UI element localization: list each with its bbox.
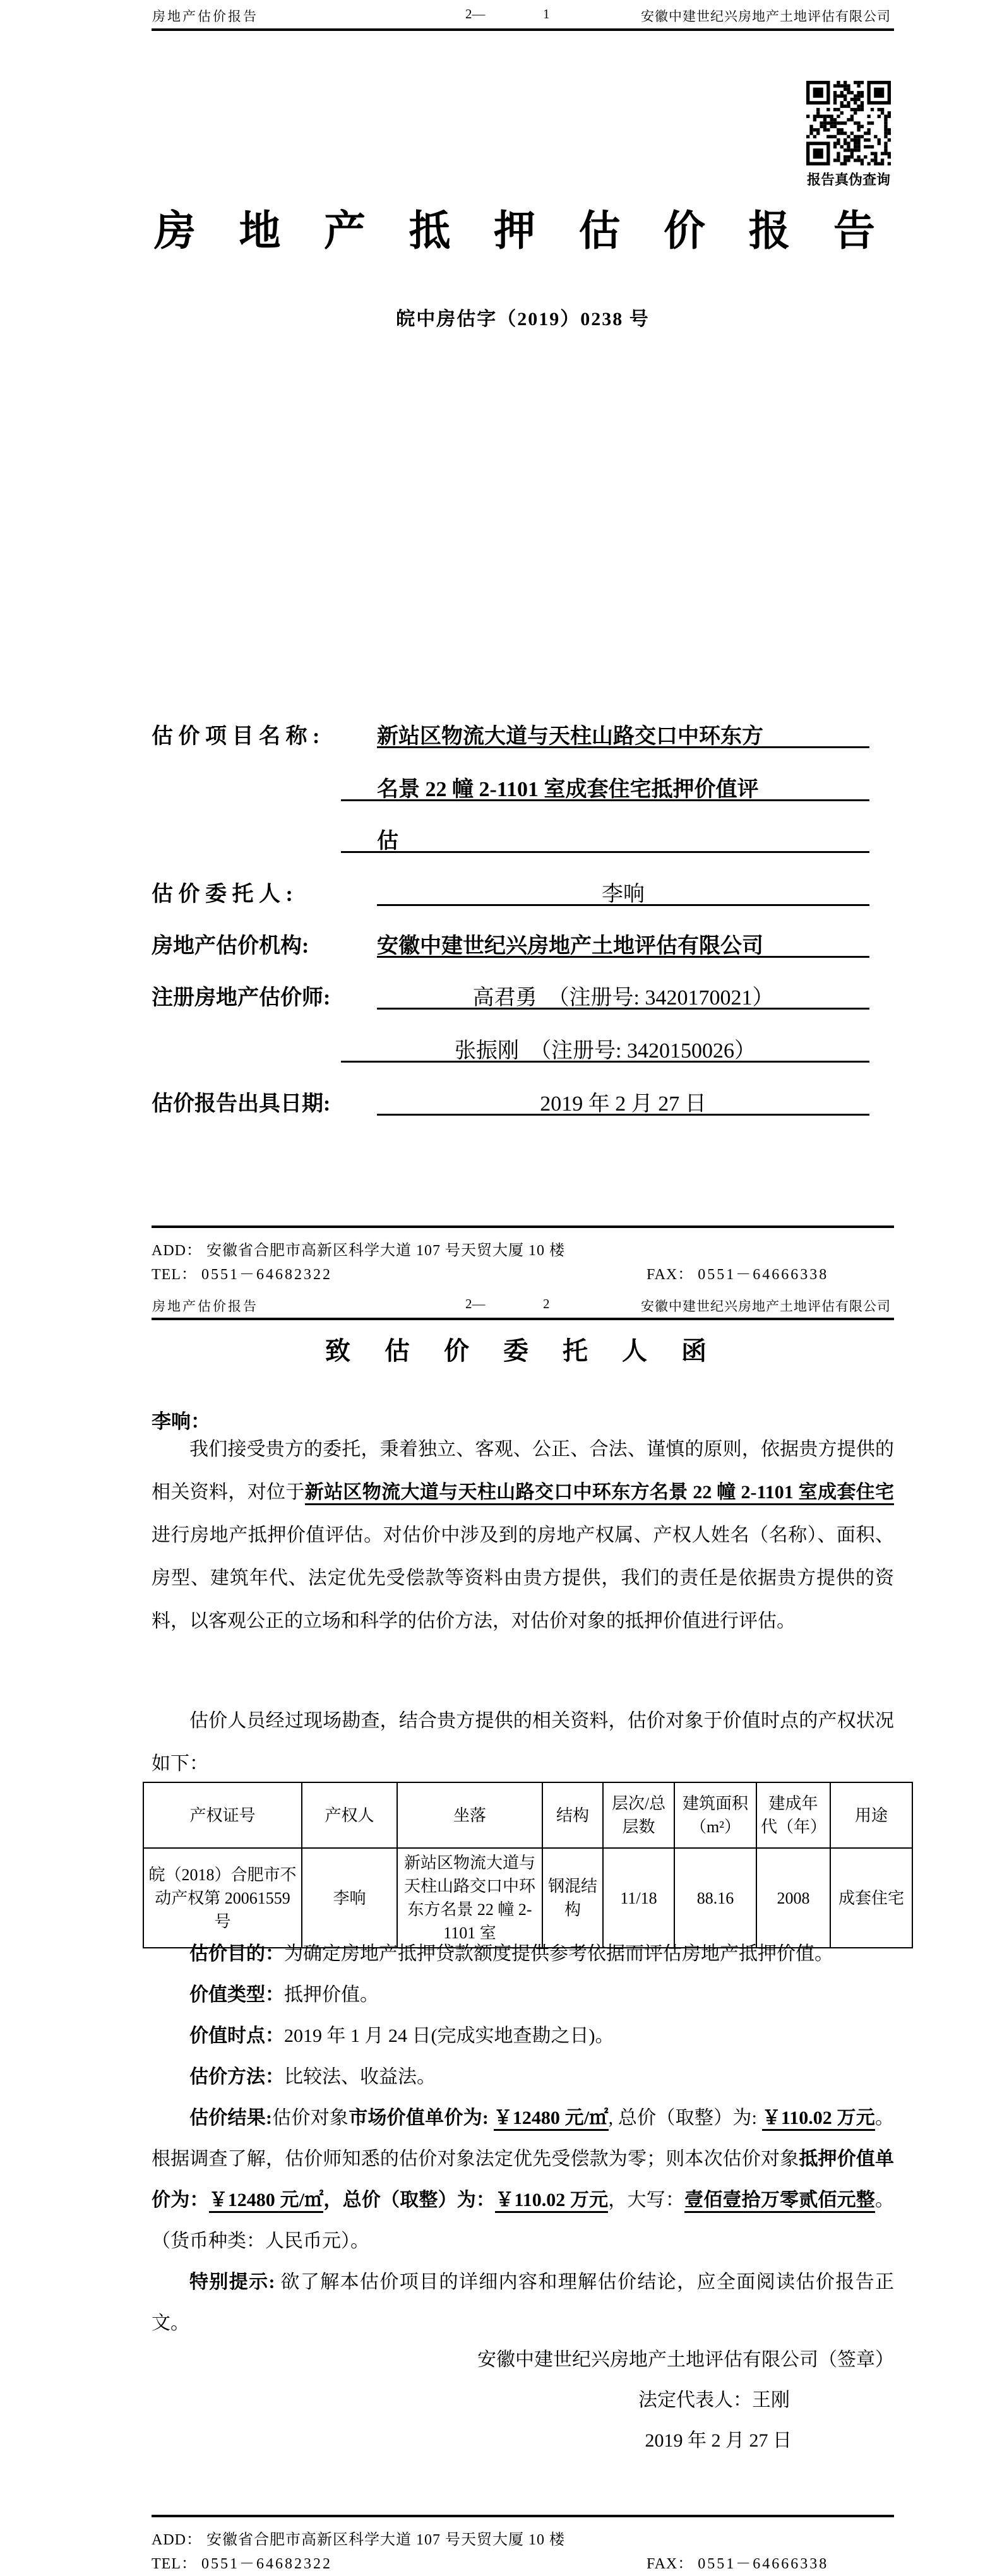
- col-use: 用途: [830, 1782, 912, 1848]
- signature-representative: 法定代表人：王刚: [638, 2390, 790, 2411]
- field-value: 安徽中建世纪兴房地产土地评估有限公司: [377, 928, 869, 958]
- field-label: 估 价 委 托 人 :: [152, 883, 293, 906]
- header-page-number: 1: [543, 6, 550, 21]
- field-appraiser-2: [0, 1033, 1002, 1062]
- address-label: ADD：: [152, 1243, 202, 1259]
- field-value: 新站区物流大道与天柱山路交口中环东方: [377, 719, 869, 748]
- col-structure: 结构: [542, 1782, 603, 1848]
- field-label: 估价报告出具日期:: [152, 1092, 331, 1116]
- header-rule: [152, 1318, 894, 1320]
- letter-title: 致 估 价 委 托 人 函: [325, 1337, 720, 1365]
- footer-rule: [152, 2515, 894, 2517]
- field-appraiser-1: [0, 980, 1002, 1009]
- field-report-date: [0, 1086, 1002, 1115]
- fax-value: 0551－64666338: [698, 2556, 829, 2572]
- qr-code: [806, 81, 891, 165]
- address-value: 安徽省合肥市高新区科学大道 107 号天贸大厦 10 楼: [206, 2532, 565, 2548]
- signature-date: 2019 年 2 月 27 日: [645, 2430, 792, 2451]
- field-client: [0, 876, 1002, 905]
- tel-value: 0551－64682322: [201, 2556, 332, 2572]
- qr-caption: 报告真伪查询: [806, 172, 890, 188]
- address-value: 安徽省合肥市高新区科学大道 107 号天贸大厦 10 楼: [206, 1243, 565, 1259]
- field-value: 2019 年 2 月 27 日: [377, 1086, 869, 1116]
- col-floor: 层次/总层数: [603, 1782, 674, 1848]
- footer-telephone: [152, 1261, 332, 1284]
- col-area: 建筑面积（m²）: [674, 1782, 756, 1848]
- col-owner: 产权人: [302, 1782, 397, 1848]
- field-value: 估: [341, 823, 869, 853]
- field-label: 房地产估价机构:: [152, 934, 309, 958]
- value-date: 价值时点：2019 年 1 月 24 日(完成实地查勘之日)。: [189, 2025, 614, 2046]
- footer-address: [152, 1237, 565, 1260]
- tel-label: TEL：: [152, 2556, 197, 2572]
- tel-label: TEL：: [152, 1267, 197, 1283]
- field-value: 张振刚 （注册号: 3420150026）: [341, 1033, 869, 1063]
- header-page-prefix: 2—: [465, 6, 486, 21]
- field-project-name-cont: [0, 772, 1002, 801]
- col-certificate-no: 产权证号: [143, 1782, 302, 1848]
- cell-owner: 李响: [302, 1848, 397, 1948]
- footer-address: [152, 2527, 565, 2549]
- cell-location: 新站区物流大道与天柱山路交口中环东方名景 22 幢 2-1101 室: [397, 1848, 542, 1948]
- salutation: 李响：: [152, 1410, 210, 1433]
- field-agency: [0, 928, 1002, 957]
- field-label: 估 价 项 目 名 称 :: [152, 725, 320, 748]
- field-project-name: [0, 719, 1002, 748]
- footer-fax: [647, 1261, 828, 1284]
- tel-value: 0551－64682322: [201, 1267, 332, 1283]
- appraisal-method: 估价方法：比较法、收益法。: [189, 2066, 436, 2087]
- value-type: 价值类型：抵押价值。: [189, 1984, 379, 2005]
- col-location: 坐落: [397, 1782, 542, 1848]
- cell-area: 88.16: [674, 1848, 756, 1948]
- appraisal-purpose: 估价目的：为确定房地产抵押贷款额度提供参考依据而评估房地产抵押价值。: [189, 1943, 833, 1964]
- field-value: 名景 22 幢 2-1101 室成套住宅抵押价值评: [341, 772, 869, 801]
- letter-paragraph-2: 估价人员经过现场勘查，结合贵方提供的相关资料，估价对象于价值时点的产权状况如下：: [152, 1710, 894, 1774]
- header-company: 安徽中建世纪兴房地产土地评估有限公司: [641, 1299, 891, 1314]
- address-label: ADD：: [152, 2532, 202, 2548]
- appraisal-summary: [152, 1933, 894, 2344]
- footer-telephone: [152, 2551, 332, 2573]
- footer-fax: [647, 2551, 828, 2573]
- cell-structure: 钢混结构: [542, 1848, 603, 1948]
- property-table: [143, 1782, 913, 1948]
- fax-label: FAX：: [647, 1267, 694, 1283]
- appraisal-result: 估价结果:估价对象市场价值单价为: ￥12480 元/㎡, 总价（取整）为: ￥110.02 万元。根据调查了解，估价师知悉的估价对象法定优先受偿款为零；则本次估价对象抵押价值单价为：￥12480 元/㎡，总价（取整）为：￥110.02 万元，大写：壹佰壹拾万零贰佰元整。（货币种类：人民币元）。: [152, 2108, 895, 2251]
- field-project-name-cont2: [0, 823, 1002, 852]
- cell-certificate-no: 皖（2018）合肥市不动产权第 20061559 号: [143, 1848, 302, 1948]
- report-number: 皖中房估字（2019）0238 号: [396, 309, 650, 330]
- special-notice: 特别提示: 欲了解本估价项目的详细内容和理解估价结论，应全面阅读估价报告正文。: [152, 2272, 895, 2334]
- signature-company: 安徽中建世纪兴房地产土地评估有限公司（签章）: [477, 2349, 894, 2370]
- field-label: 注册房地产估价师:: [152, 986, 331, 1010]
- cell-year-built: 2008: [756, 1848, 830, 1948]
- header-doc-type: 房地产估价报告: [152, 9, 258, 24]
- table-header-row: [143, 1782, 912, 1848]
- field-value: 李响: [377, 876, 869, 906]
- header-rule: [152, 28, 894, 31]
- header-page-number: 2: [543, 1296, 550, 1311]
- cell-use: 成套住宅: [830, 1848, 912, 1948]
- field-value: 高君勇 （注册号: 3420170021）: [377, 980, 869, 1010]
- signature-block: [152, 2340, 894, 2461]
- header-doc-type: 房地产估价报告: [152, 1299, 258, 1314]
- header-page-prefix: 2—: [465, 1296, 486, 1311]
- letter-paragraph-1: 我们接受贵方的委托，秉着独立、客观、公正、合法、谨慎的原则，依据贵方提供的相关资料，对位于新站区物流大道与天柱山路交口中环东方名景 22 幢 2-1101 室成套住宅进行房地产抵押价值评估。对估价中涉及到的房地产权属、产权人姓名（名称）、面积、房型、建筑年代、法定优先受偿款等资料由贵方提供，我们的责任是依据贵方提供的资料，以客观公正的立场和科学的估价方法，对估价对象的抵押价值进行评估。: [152, 1439, 895, 1631]
- page2-header: [0, 1296, 1002, 1315]
- fax-label: FAX：: [647, 2556, 694, 2572]
- fax-value: 0551－64666338: [698, 1267, 829, 1283]
- page1-header: [0, 6, 1002, 25]
- col-year-built: 建成年代（年）: [756, 1782, 830, 1848]
- report-title: 房 地 产 抵 押 估 价 报 告: [154, 208, 892, 254]
- cell-floor: 11/18: [603, 1848, 674, 1948]
- header-company: 安徽中建世纪兴房地产土地评估有限公司: [641, 9, 891, 24]
- footer-rule: [152, 1225, 894, 1228]
